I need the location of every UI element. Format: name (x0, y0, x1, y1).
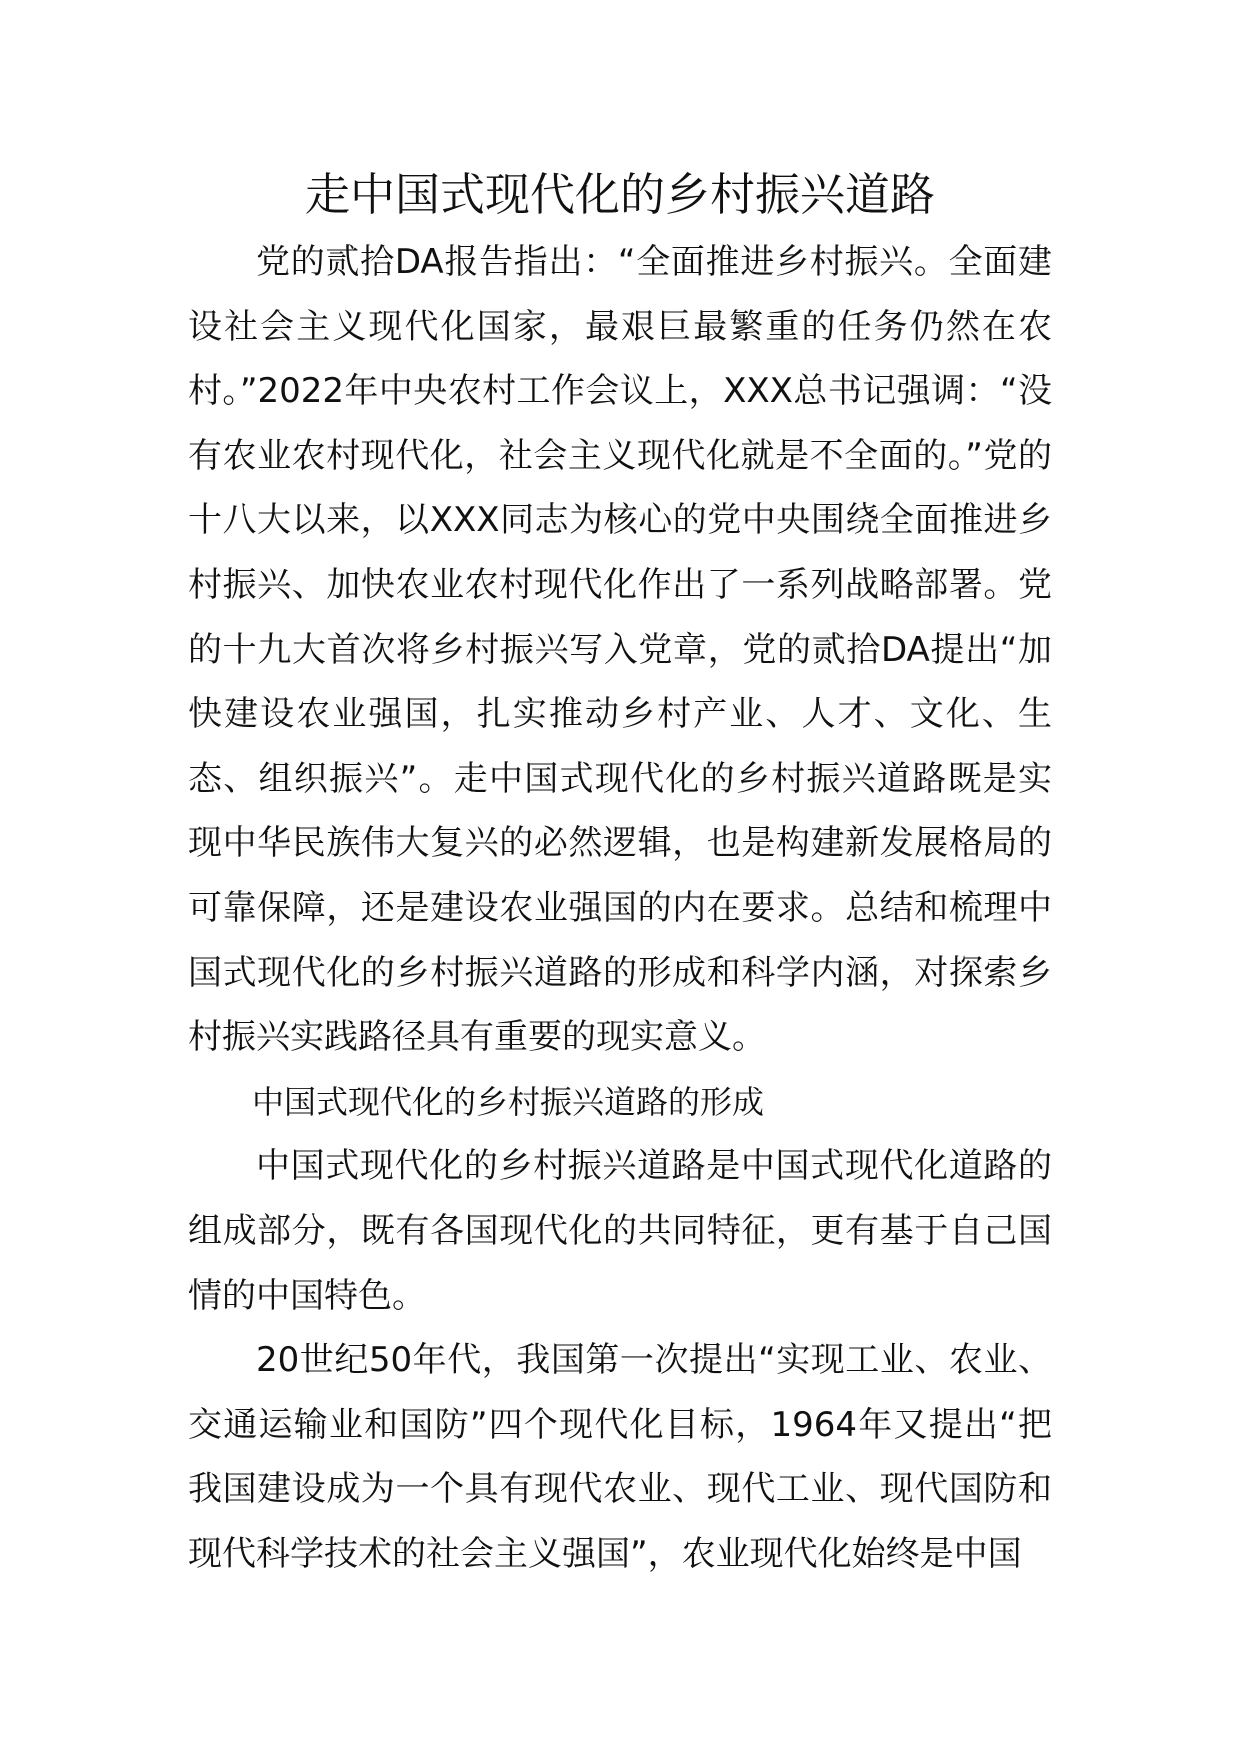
paragraph-history: 20世纪50年代，我国第一次提出“实现工业、农业、交通运输业和国防”四个现代化目标，1964年又提出“把我国建设成为一个具有现代农业、现代工业、现代国防和现代科学技术的社会主义强国”，农业现代化始终是中国 (188, 1340, 1052, 1574)
document-title: 走中国式现代化的乡村振兴道路 (304, 168, 935, 221)
document-body (188, 230, 1052, 1586)
paragraph-overview: 中国式现代化的乡村振兴道路是中国式现代化道路的组成部分，既有各国现代化的共同特征，更有基于自己国情的中国特色。 (188, 1146, 1052, 1316)
section-heading: 中国式现代化的乡村振兴道路的形成 (252, 1082, 765, 1121)
paragraph-intro: 党的贰拾DA报告指出：“全面推进乡村振兴。全面建设社会主义现代化国家，最艰巨最繁重的任务仍然在农村。”2022年中央农村工作会议上，XXX总书记强调：“没有农业农村现代化，社会主义现代化就是不全面的。”党的十八大以来，以XXX同志为核心的党中央围绕全面推进乡村振兴、加快农业农村现代化作出了一系列战略部署。党的十九大首次将乡村振兴写入党章，党的贰拾DA提出“加快建设农业强国，扎实推动乡村产业、人才、文化、生态、组织振兴”。走中国式现代化的乡村振兴道路既是实现中华民族伟大复兴的必然逻辑，也是构建新发展格局的可靠保障，还是建设农业强国的内在要求。总结和梳理中国式现代化的乡村振兴道路的形成和科学内涵，对探索乡村振兴实践路径具有重要的现实意义。 (188, 242, 1052, 1058)
